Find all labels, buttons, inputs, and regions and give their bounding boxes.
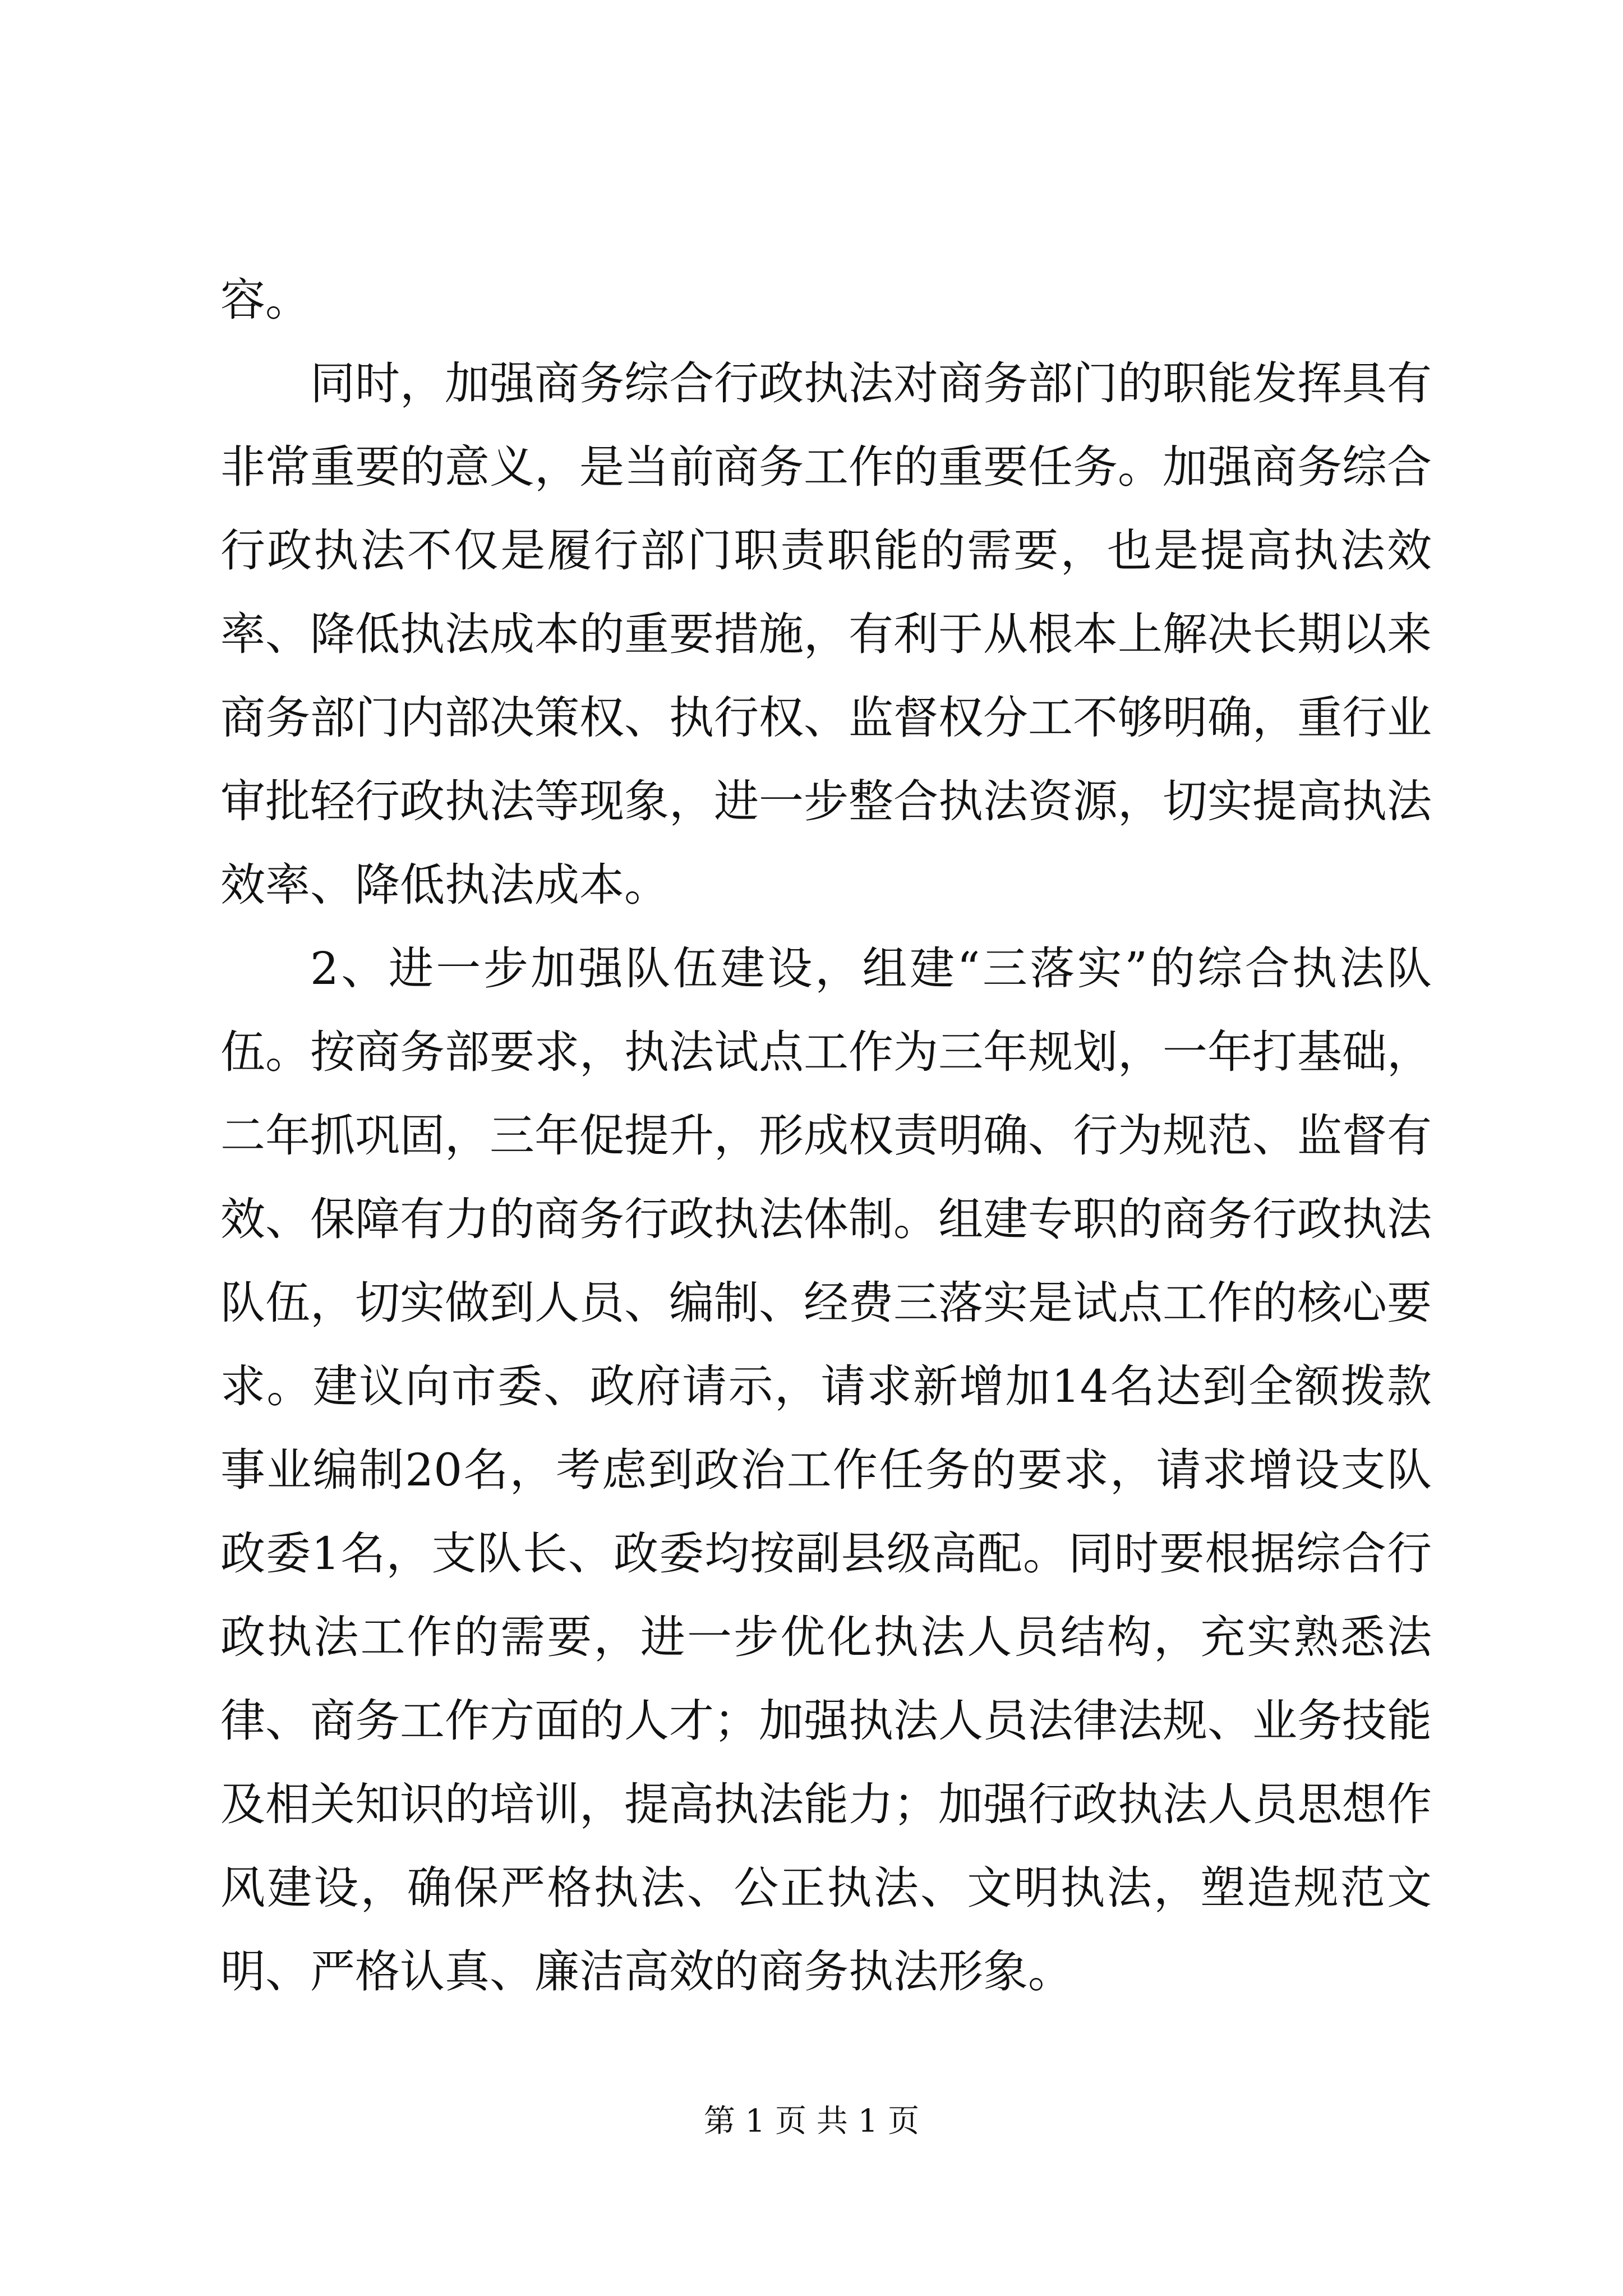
page-footer: 第 1 页 共 1 页 [703,2103,920,2139]
document-body [220,258,1432,2013]
paragraph-continuation: 容。 [220,274,310,326]
paragraph-team-building: 2、进一步加强队伍建设，组建“三落实”的综合执法队伍。按商务部要求，执法试点工作为三年规划，一年打基础，二年抓巩固，三年促提升，形成权责明确、行为规范、监督有效、保障有力的商务行政执法体制。组建专职的商务行政执法队伍，切实做到人员、编制、经费三落实是试点工作的核心要求。建议向市委、政府请示，请求新增加14名达到全额拨款事业编制20名，考虑到政治工作任务的要求，请求增设支队政委1名，支队长、政委均按副县级高配。同时要根据综合行政执法工作的需要，进一步优化执法人员结构，充实熟悉法律、商务工作方面的人才；加强执法人员法律法规、业务技能及相关知识的培训，提高执法能力；加强行政执法人员思想作风建设，确保严格执法、公正执法、文明执法，塑造规范文明、严格认真、廉洁高效的商务执法形象。 [220,942,1432,1998]
paragraph-importance: 同时，加强商务综合行政执法对商务部门的职能发挥具有非常重要的意义，是当前商务工作的重要任务。加强商务综合行政执法不仅是履行部门职责职能的需要，也是提高执法效率、降低执法成本的重要措施，有利于从根本上解决长期以来商务部门内部决策权、执行权、监督权分工不够明确，重行业审批轻行政执法等现象，进一步整合执法资源，切实提高执法效率、降低执法成本。 [220,357,1432,911]
